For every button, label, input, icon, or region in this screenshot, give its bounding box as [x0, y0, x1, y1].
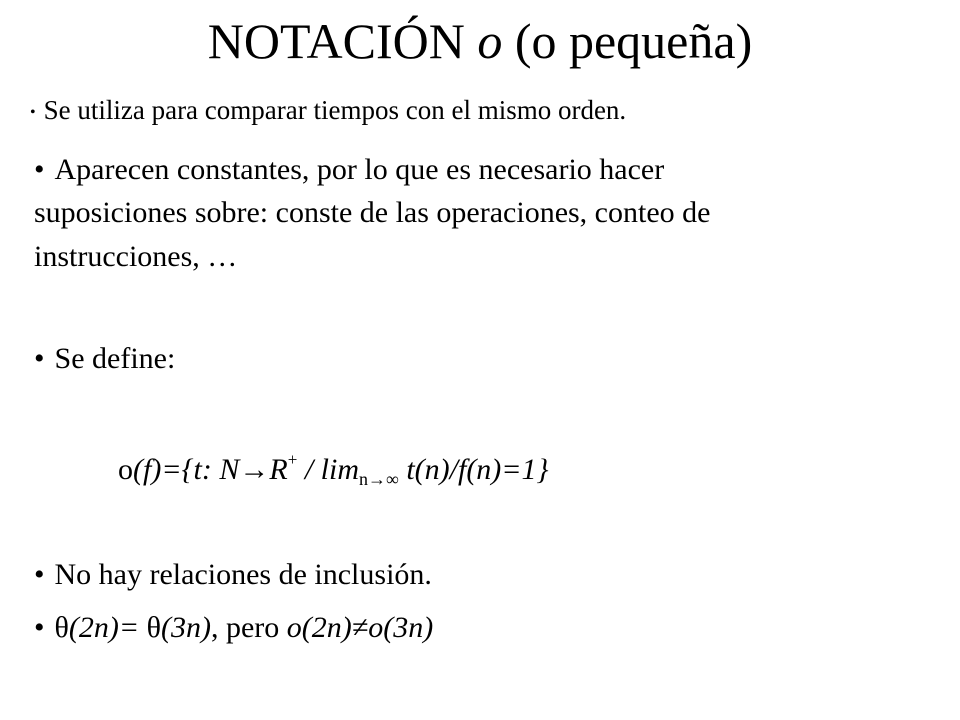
- bullet-item-compare: [30, 88, 626, 135]
- title-text: NOTACIÓN: [207, 13, 478, 69]
- bullet-icon: •: [30, 103, 36, 121]
- bullet-text: instrucciones, …: [34, 240, 238, 273]
- example-middle: , pero: [210, 611, 287, 644]
- theta-symbol: θ: [54, 611, 69, 644]
- bullet-icon: •: [34, 558, 45, 591]
- formula-prefix: o: [118, 453, 133, 486]
- formula-subscript: n→∞: [358, 469, 399, 489]
- formula-superscript: +: [287, 450, 298, 469]
- example-arg1: (2n)=: [68, 611, 147, 644]
- definition-formula: [118, 448, 549, 492]
- formula-part2: / lim: [297, 453, 359, 486]
- bullet-text: suposiciones sobre: conste de las operaciones, conteo de: [34, 196, 711, 229]
- slide-title: [0, 6, 960, 76]
- bullet-item-constants: [34, 148, 664, 192]
- bullet-text: Se utiliza para comparar tiempos con el mismo orden.: [43, 95, 627, 125]
- formula-part3: t(n)/f(n)=1}: [398, 453, 549, 486]
- bullet-item-definition: [34, 337, 175, 381]
- bullet-text: No hay relaciones de inclusión.: [54, 558, 432, 591]
- example-rhs: o(2n)≠o(3n): [286, 611, 434, 644]
- formula-part1: (f)={t: N→R: [133, 453, 288, 486]
- bullet-text: Se define:: [54, 342, 176, 375]
- bullet-item-constants-continuation: [34, 191, 710, 235]
- bullet-item-example: [34, 606, 433, 650]
- bullet-icon: •: [34, 342, 45, 375]
- title-symbol: o: [477, 13, 503, 69]
- bullet-item-constants-continuation: [34, 235, 237, 279]
- bullet-icon: •: [34, 611, 45, 644]
- title-suffix: (o pequeña): [502, 13, 753, 69]
- bullet-icon: •: [34, 153, 45, 186]
- theta-symbol: θ: [146, 611, 161, 644]
- example-arg2: (3n): [161, 611, 211, 644]
- bullet-text: Aparecen constantes, por lo que es necesario hacer: [54, 153, 665, 186]
- bullet-item-inclusion: [34, 553, 432, 597]
